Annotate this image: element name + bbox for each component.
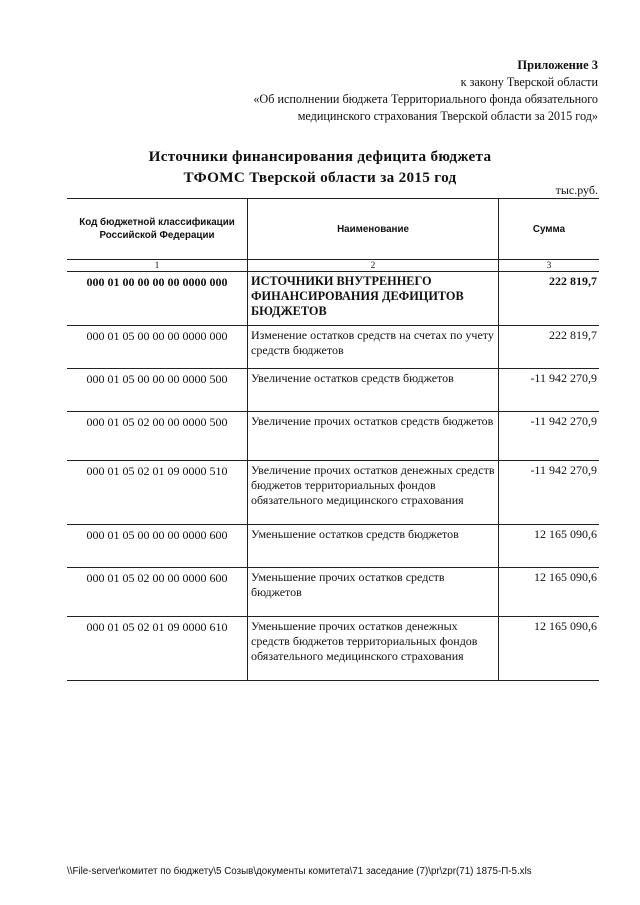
appendix-line-2: «Об исполнении бюджета Территориального фонда обязательного	[253, 92, 598, 106]
row-code: 000 01 05 00 00 00 0000 000	[67, 326, 248, 369]
appendix-block	[178, 57, 598, 125]
row-name: ИСТОЧНИКИ ВНУТРЕННЕГО ФИНАНСИРОВАНИЯ ДЕФИЦИТОВ БЮДЖЕТОВ	[248, 272, 499, 326]
header-name: Наименование	[248, 199, 499, 260]
table-row	[67, 272, 599, 326]
file-path-footer: \\File-server\комитет по бюджету\5 Созыв\документы комитета\71 заседание (7)\pr\zpr(71) 1875-П-5.xls	[67, 866, 532, 877]
column-number-3: 3	[499, 260, 600, 272]
row-amount: 12 165 090,6	[499, 568, 600, 617]
row-amount: 12 165 090,6	[499, 617, 600, 681]
table-row	[67, 326, 599, 369]
document-title	[0, 146, 640, 188]
column-number-row	[67, 260, 599, 272]
document-title-line-2: ТФОМС Тверской области за 2015 год	[183, 169, 457, 186]
row-name: Уменьшение прочих остатков средств бюджетов	[248, 568, 499, 617]
table-row	[67, 369, 599, 412]
header-amount: Сумма	[499, 199, 600, 260]
row-code: 000 01 05 00 00 00 0000 600	[67, 525, 248, 568]
table-row	[67, 525, 599, 568]
financing-sources-table	[67, 198, 599, 681]
appendix-title: Приложение 3	[517, 58, 598, 72]
row-code: 000 01 05 02 00 00 0000 500	[67, 412, 248, 461]
row-name: Изменение остатков средств на счетах по учету средств бюджетов	[248, 326, 499, 369]
row-name: Уменьшение остатков средств бюджетов	[248, 525, 499, 568]
document-title-line-1: Источники финансирования дефицита бюджета	[148, 148, 492, 165]
row-amount: -11 942 270,9	[499, 369, 600, 412]
row-code: 000 01 05 02 01 09 0000 610	[67, 617, 248, 681]
row-amount: 222 819,7	[499, 272, 600, 326]
table-row	[67, 412, 599, 461]
row-code: 000 01 00 00 00 00 0000 000	[67, 272, 248, 326]
column-number-2: 2	[248, 260, 499, 272]
row-name: Увеличение прочих остатков средств бюджетов	[248, 412, 499, 461]
row-name: Увеличение остатков средств бюджетов	[248, 369, 499, 412]
row-name: Уменьшение прочих остатков денежных средств бюджетов территориальных фондов обязательного медицинского страхования	[248, 617, 499, 681]
row-amount: -11 942 270,9	[499, 461, 600, 525]
row-code: 000 01 05 02 00 00 0000 600	[67, 568, 248, 617]
header-code: Код бюджетной классификации Российской Федерации	[67, 199, 248, 260]
column-number-1: 1	[67, 260, 248, 272]
table-header-row	[67, 199, 599, 260]
appendix-line-3: медицинского страхования Тверской области за 2015 год»	[297, 109, 598, 123]
table-row	[67, 461, 599, 525]
table-row	[67, 617, 599, 681]
units-label: тыс.руб.	[555, 183, 598, 197]
appendix-line-1: к закону Тверской области	[460, 75, 598, 89]
row-code: 000 01 05 00 00 00 0000 500	[67, 369, 248, 412]
row-amount: -11 942 270,9	[499, 412, 600, 461]
row-name: Увеличение прочих остатков денежных средств бюджетов территориальных фондов обязательного медицинского страхования	[248, 461, 499, 525]
row-amount: 222 819,7	[499, 326, 600, 369]
row-code: 000 01 05 02 01 09 0000 510	[67, 461, 248, 525]
table-row	[67, 568, 599, 617]
row-amount: 12 165 090,6	[499, 525, 600, 568]
